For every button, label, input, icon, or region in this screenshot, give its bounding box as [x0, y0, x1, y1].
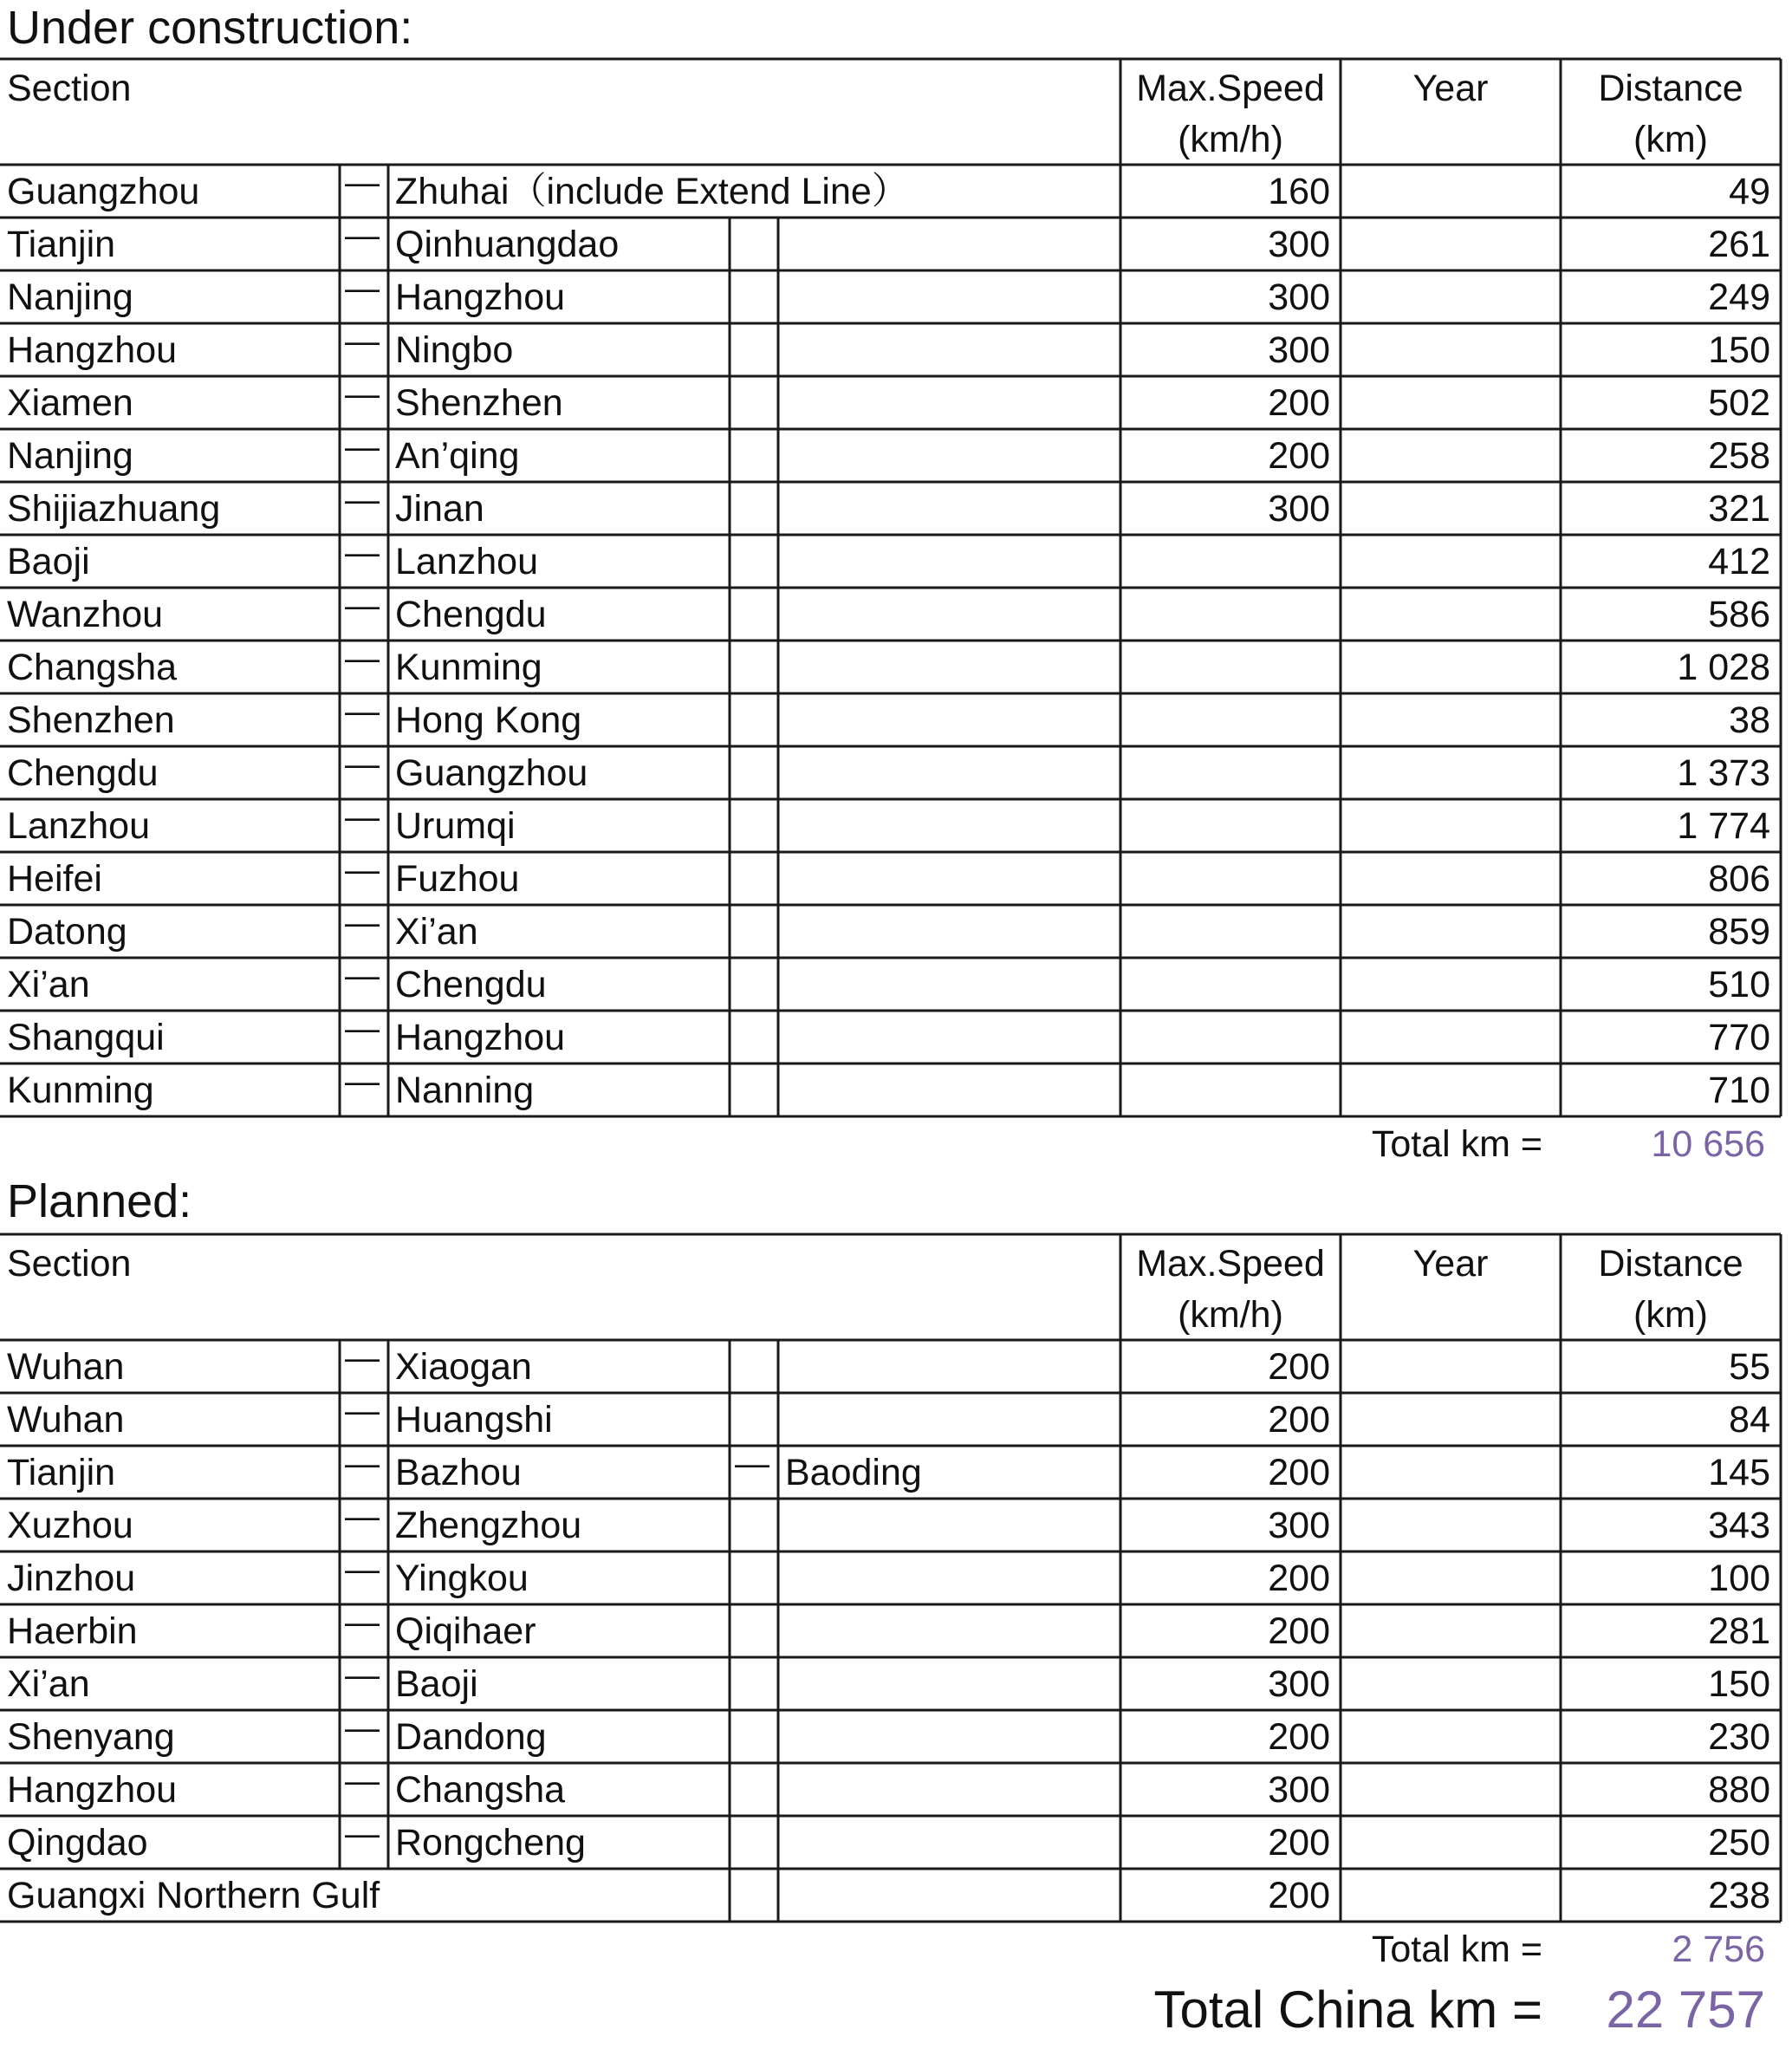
uc-row-speed	[1120, 641, 1330, 693]
uc-row-to: Jinan	[395, 488, 484, 530]
uc-row-from: Shenzhen	[7, 699, 175, 741]
pl-row-year	[1341, 1658, 1550, 1710]
uc-row-year	[1341, 800, 1550, 852]
uc-row-from: Heifei	[7, 858, 102, 900]
uc-row-to: Ningbo	[395, 329, 514, 371]
uc-row-distance: 49	[1729, 171, 1770, 212]
uc-row-dash: —	[345, 375, 380, 413]
pl-row-dash: —	[345, 1498, 380, 1536]
pl-header-speed-line2: (km/h)	[1178, 1294, 1283, 1336]
pl-row-distance: 55	[1729, 1346, 1770, 1388]
pl-row-distance: 84	[1729, 1399, 1770, 1441]
pl-header-distance-line2: (km)	[1633, 1294, 1708, 1336]
uc-row-distance: 770	[1708, 1017, 1770, 1058]
pl-row-to: Xiaogan	[395, 1346, 532, 1388]
uc-row-from: Baoji	[7, 541, 90, 582]
uc-row-dash: —	[345, 957, 380, 995]
uc-row-distance: 502	[1708, 382, 1770, 424]
uc-row-year	[1341, 1011, 1550, 1064]
uc-row-speed	[1120, 959, 1330, 1011]
pl-row-from: Wuhan	[7, 1399, 125, 1441]
pl-row-distance: 343	[1708, 1505, 1770, 1546]
pl-row-to: Zhengzhou	[395, 1505, 582, 1546]
uc-row-distance: 258	[1708, 435, 1770, 477]
uc-row-dash: —	[345, 534, 380, 572]
uc-row-year	[1341, 1064, 1550, 1116]
uc-row-speed	[1120, 1064, 1330, 1116]
uc-row-dash: —	[345, 481, 380, 519]
uc-row-from: Hangzhou	[7, 329, 178, 371]
pl-row-dash: —	[345, 1656, 380, 1694]
pl-row-speed: 200	[1268, 1822, 1330, 1864]
uc-row-speed	[1120, 694, 1330, 746]
uc-row-distance: 249	[1708, 276, 1770, 318]
uc-row-distance: 586	[1708, 594, 1770, 635]
uc-row-speed	[1120, 1011, 1330, 1064]
uc-row-year	[1341, 747, 1550, 799]
pl-row-distance: 281	[1708, 1610, 1770, 1652]
uc-row-to: Guangzhou	[395, 752, 588, 794]
pl-row-distance: 880	[1708, 1769, 1770, 1811]
pl-row-speed: 300	[1268, 1663, 1330, 1705]
uc-row-dash: —	[345, 217, 380, 255]
uc-row-speed: 300	[1268, 224, 1330, 265]
uc-row-year	[1341, 959, 1550, 1011]
pl-row-dash: —	[345, 1709, 380, 1747]
uc-row-speed	[1120, 800, 1330, 852]
uc-row-from: Lanzhou	[7, 805, 150, 847]
uc-row-from: Nanjing	[7, 276, 133, 318]
uc-row-dash: —	[345, 587, 380, 625]
uc-row-speed	[1120, 589, 1330, 641]
pl-row-year	[1341, 1341, 1550, 1393]
pl-row-from: Shenyang	[7, 1716, 175, 1758]
pl-row-dash: —	[345, 1815, 380, 1853]
uc-row-from: Shijiazhuang	[7, 488, 221, 530]
uc-row-to: Xi’an	[395, 911, 478, 953]
uc-row-distance: 38	[1729, 699, 1770, 741]
pl-total-label: Total km =	[1371, 1929, 1542, 1970]
pl-row-dash: —	[345, 1445, 380, 1483]
uc-row-dash: —	[345, 1010, 380, 1048]
uc-row-dash: —	[345, 851, 380, 889]
uc-row-to: Hangzhou	[395, 276, 566, 318]
uc-row-to: Shenzhen	[395, 382, 563, 424]
uc-row-distance: 1 373	[1677, 752, 1770, 794]
uc-row-year	[1341, 166, 1550, 218]
pl-row-from: Xuzhou	[7, 1505, 133, 1546]
uc-row-speed	[1120, 747, 1330, 799]
pl-row-from: Guangxi Northern Gulf	[7, 1875, 380, 1916]
pl-row-to: Rongcheng	[395, 1822, 586, 1864]
uc-row-year	[1341, 324, 1550, 376]
uc-header-speed-line2: (km/h)	[1178, 119, 1283, 160]
uc-row-dash: —	[345, 428, 380, 466]
pl-row-speed: 300	[1268, 1505, 1330, 1546]
pl-row-dash: —	[345, 1339, 380, 1377]
uc-row-dash: —	[345, 322, 380, 361]
pl-row-year	[1341, 1447, 1550, 1499]
uc-row-year	[1341, 589, 1550, 641]
uc-row-speed	[1120, 906, 1330, 958]
uc-row-distance: 261	[1708, 224, 1770, 265]
uc-row-to: Nanning	[395, 1070, 535, 1111]
uc-row-from: Wanzhou	[7, 594, 164, 635]
uc-row-year	[1341, 271, 1550, 323]
uc-row-to: Chengdu	[395, 594, 547, 635]
uc-header-section: Section	[7, 68, 132, 109]
pl-row-distance: 230	[1708, 1716, 1770, 1758]
pl-row-dash2: —	[735, 1445, 769, 1483]
grand-total-label: Total China km =	[1153, 1981, 1542, 2039]
uc-header-distance-line1: Distance	[1598, 68, 1743, 109]
uc-row-to: Lanzhou	[395, 541, 538, 582]
uc-row-speed: 300	[1268, 276, 1330, 318]
uc-row-distance: 806	[1708, 858, 1770, 900]
pl-row-to: Huangshi	[395, 1399, 553, 1441]
uc-row-from: Datong	[7, 911, 127, 953]
pl-row-via: Baoding	[785, 1452, 922, 1493]
uc-header-year: Year	[1412, 68, 1489, 109]
pl-header-distance-line1: Distance	[1598, 1243, 1743, 1285]
uc-row-year	[1341, 430, 1550, 482]
pl-row-speed: 200	[1268, 1399, 1330, 1441]
uc-row-speed: 300	[1268, 488, 1330, 530]
uc-row-dash: —	[345, 1063, 380, 1101]
uc-header-speed-line1: Max.Speed	[1136, 68, 1325, 109]
uc-row-dash: —	[345, 693, 380, 731]
planned-heading: Planned:	[7, 1175, 192, 1227]
pl-row-speed: 200	[1268, 1610, 1330, 1652]
uc-row-speed: 200	[1268, 382, 1330, 424]
pl-row-year	[1341, 1394, 1550, 1446]
pl-row-dash: —	[345, 1603, 380, 1642]
uc-header-distance-line2: (km)	[1633, 119, 1708, 160]
uc-row-from: Changsha	[7, 647, 178, 688]
uc-row-from: Kunming	[7, 1070, 154, 1111]
pl-row-from: Hangzhou	[7, 1769, 178, 1811]
uc-total-value: 10 656	[1651, 1123, 1765, 1165]
pl-row-to: Changsha	[395, 1769, 566, 1811]
uc-row-from: Chengdu	[7, 752, 159, 794]
uc-row-from: Guangzhou	[7, 171, 200, 212]
pl-row-year	[1341, 1764, 1550, 1816]
uc-row-distance: 150	[1708, 329, 1770, 371]
uc-row-from: Tianjin	[7, 224, 116, 265]
uc-row-to: Zhuhai（include Extend Line）	[395, 171, 909, 212]
pl-row-speed: 200	[1268, 1716, 1330, 1758]
pl-row-year	[1341, 1552, 1550, 1604]
uc-row-dash: —	[345, 640, 380, 678]
pl-row-dash: —	[345, 1762, 380, 1800]
pl-row-distance: 238	[1708, 1875, 1770, 1916]
uc-row-dash: —	[345, 270, 380, 308]
pl-row-year	[1341, 1499, 1550, 1551]
pl-row-distance: 150	[1708, 1663, 1770, 1705]
pl-row-from: Qingdao	[7, 1822, 148, 1864]
uc-row-from: Xiamen	[7, 382, 133, 424]
uc-row-year	[1341, 906, 1550, 958]
uc-row-distance: 412	[1708, 541, 1770, 582]
uc-row-dash: —	[345, 798, 380, 836]
pl-row-from: Tianjin	[7, 1452, 116, 1493]
pl-row-to: Qiqihaer	[395, 1610, 536, 1652]
pl-row-dash: —	[345, 1551, 380, 1589]
uc-row-distance: 321	[1708, 488, 1770, 530]
pl-row-dash: —	[345, 1392, 380, 1430]
uc-row-to: Hangzhou	[395, 1017, 566, 1058]
pl-row-year	[1341, 1605, 1550, 1657]
pl-row-distance: 145	[1708, 1452, 1770, 1493]
pl-row-speed: 200	[1268, 1346, 1330, 1388]
uc-row-from: Shangqui	[7, 1017, 165, 1058]
uc-row-speed	[1120, 536, 1330, 588]
uc-row-to: Fuzhou	[395, 858, 520, 900]
uc-total-label: Total km =	[1371, 1123, 1542, 1165]
pl-row-to: Bazhou	[395, 1452, 522, 1493]
pl-header-section: Section	[7, 1243, 132, 1285]
uc-row-dash: —	[345, 745, 380, 784]
pl-row-from: Wuhan	[7, 1346, 125, 1388]
uc-row-year	[1341, 536, 1550, 588]
uc-row-from: Xi’an	[7, 964, 90, 1005]
uc-row-year	[1341, 377, 1550, 429]
pl-row-from: Haerbin	[7, 1610, 138, 1652]
uc-row-to: Chengdu	[395, 964, 547, 1005]
uc-row-speed	[1120, 853, 1330, 905]
pl-row-year	[1341, 1711, 1550, 1763]
pl-row-to: Baoji	[395, 1663, 478, 1705]
pl-header-year: Year	[1412, 1243, 1489, 1285]
uc-row-to: Hong Kong	[395, 699, 582, 741]
uc-row-to: Kunming	[395, 647, 542, 688]
uc-row-year	[1341, 218, 1550, 270]
pl-row-to: Yingkou	[395, 1558, 529, 1599]
uc-row-from: Nanjing	[7, 435, 133, 477]
pl-row-speed: 200	[1268, 1558, 1330, 1599]
uc-row-distance: 1 028	[1677, 647, 1770, 688]
pl-row-distance: 100	[1708, 1558, 1770, 1599]
pl-row-from: Jinzhou	[7, 1558, 136, 1599]
uc-row-to: An’qing	[395, 435, 520, 477]
uc-row-distance: 1 774	[1677, 805, 1770, 847]
uc-row-year	[1341, 483, 1550, 535]
under-construction-heading: Under construction:	[7, 2, 413, 54]
uc-row-year	[1341, 694, 1550, 746]
grand-total-value: 22 757	[1606, 1981, 1765, 2039]
uc-row-distance: 510	[1708, 964, 1770, 1005]
uc-row-to: Urumqi	[395, 805, 516, 847]
pl-row-speed: 200	[1268, 1875, 1330, 1916]
uc-row-speed: 200	[1268, 435, 1330, 477]
uc-row-dash: —	[345, 904, 380, 942]
pl-row-speed: 300	[1268, 1769, 1330, 1811]
pl-header-speed-line1: Max.Speed	[1136, 1243, 1325, 1285]
uc-row-year	[1341, 641, 1550, 693]
uc-row-year	[1341, 853, 1550, 905]
uc-row-distance: 710	[1708, 1070, 1770, 1111]
uc-row-dash: —	[345, 164, 380, 202]
uc-row-speed: 160	[1268, 171, 1330, 212]
pl-row-to: Dandong	[395, 1716, 547, 1758]
uc-row-distance: 859	[1708, 911, 1770, 953]
pl-row-year	[1341, 1817, 1550, 1869]
pl-row-distance: 250	[1708, 1822, 1770, 1864]
pl-row-speed: 200	[1268, 1452, 1330, 1493]
pl-row-from: Xi’an	[7, 1663, 90, 1705]
uc-row-to: Qinhuangdao	[395, 224, 620, 265]
pl-row-year	[1341, 1870, 1550, 1922]
uc-row-speed: 300	[1268, 329, 1330, 371]
pl-total-value: 2 756	[1672, 1929, 1765, 1970]
